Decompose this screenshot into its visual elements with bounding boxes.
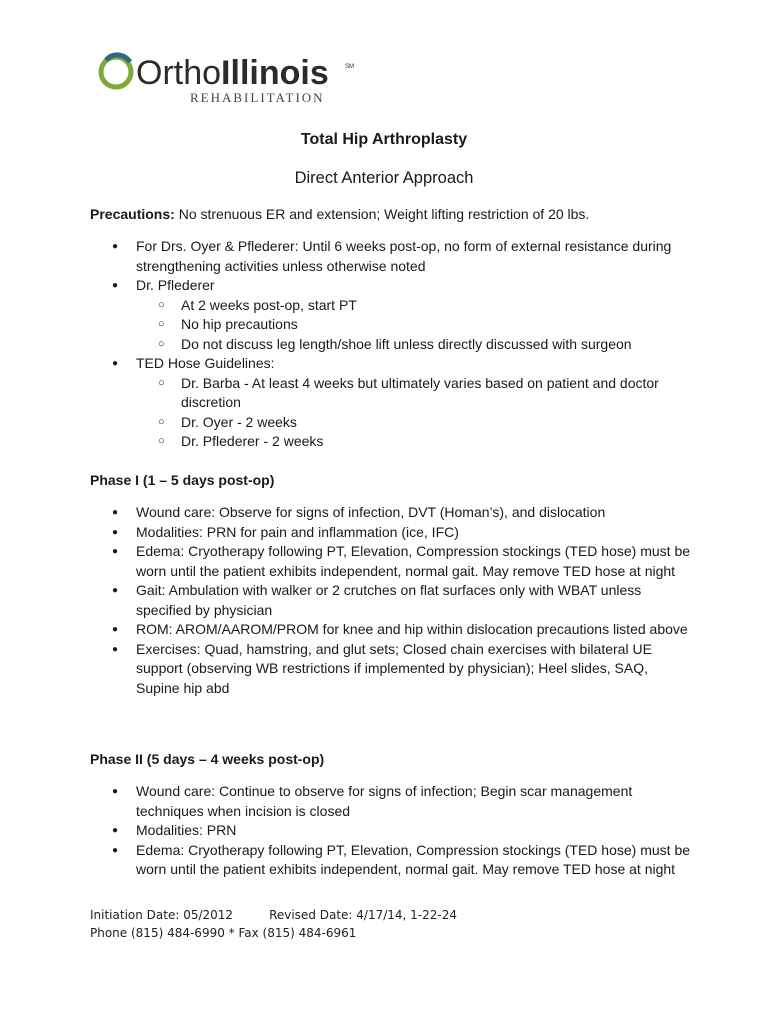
precautions-text: No strenuous ER and extension; Weight lifting restriction of 20 lbs. <box>174 206 590 222</box>
list-item: ● Gait: Ambulation with walker or 2 crutches on flat surfaces only with WBAT unless specified by physician <box>90 581 690 620</box>
sub-list-item: ○ Dr. Pflederer - 2 weeks <box>136 432 690 452</box>
sub-list-item: ○ At 2 weeks post-op, start PT <box>136 296 690 316</box>
document-title: Total Hip Arthroplasty <box>300 131 468 148</box>
list-item: ● Edema: Cryotherapy following PT, Elevation, Compression stockings (TED hose) must be worn until the patient exhibits independent, normal gait. May remove TED hose at night <box>90 841 690 880</box>
phase1-list <box>90 503 690 698</box>
sub-list-item: ○ Dr. Barba - At least 4 weeks but ultimately varies based on patient and doctor discretion <box>136 374 690 413</box>
logo-text-illinois: Illinois <box>221 54 329 92</box>
logo-text-ortho: Ortho <box>136 54 222 92</box>
precautions-list <box>90 237 690 452</box>
phase2-heading: Phase II (5 days – 4 weeks post-op) <box>90 751 325 767</box>
footer-contact: Phone (815) 484-6990 * Fax (815) 484-6961 <box>90 926 357 940</box>
list-item: ● TED Hose Guidelines: ○ Dr. Barba - At least 4 weeks but ultimately varies based on patient and doctor discretion ○ Dr. Oyer - 2 weeks ○ Dr. Pflederer - 2 weeks <box>90 354 690 452</box>
list-item: ● For Drs. Oyer & Pflederer: Until 6 weeks post-op, no form of external resistance during strengthening activities unless otherwise noted <box>90 237 690 276</box>
precautions-line <box>90 205 690 225</box>
precautions-label: Precautions: <box>90 206 175 222</box>
list-item: ● Wound care: Continue to observe for signs of infection; Begin scar management techniques when incision is closed <box>90 782 690 821</box>
list-item: ● Modalities: PRN for pain and inflammation (ice, IFC) <box>90 523 690 543</box>
footer-dates <box>90 908 457 922</box>
list-item: ● Edema: Cryotherapy following PT, Elevation, Compression stockings (TED hose) must be worn until the patient exhibits independent, normal gait. May remove TED hose at night <box>90 542 690 581</box>
orthoillinois-logo <box>96 48 366 108</box>
sub-list-item: ○ No hip precautions <box>136 315 690 335</box>
list-item: ● Exercises: Quad, hamstring, and glut sets; Closed chain exercises with bilateral UE support (observing WB restrictions if implemented by physician); Heel slides, SAQ, Supine hip abd <box>90 640 690 699</box>
svg-text:OrthoIllinois <box>136 54 329 92</box>
list-item: ● Modalities: PRN <box>90 821 690 841</box>
initiation-date: Initiation Date: 05/2012 <box>90 908 234 922</box>
list-item: ● Wound care: Observe for signs of infection, DVT (Homan’s), and dislocation <box>90 503 690 523</box>
list-item: ● Dr. Pflederer ○ At 2 weeks post-op, start PT ○ No hip precautions ○ Do not discuss leg length/shoe lift unless directly discussed with surgeon <box>90 276 690 354</box>
sub-list-item: ○ Dr. Oyer - 2 weeks <box>136 413 690 433</box>
sub-list-item: ○ Do not discuss leg length/shoe lift unless directly discussed with surgeon <box>136 335 690 355</box>
document-subtitle: Direct Anterior Approach <box>294 169 474 187</box>
logo-servicemark: SM <box>345 64 354 70</box>
phase1-heading: Phase I (1 – 5 days post-op) <box>90 472 275 488</box>
list-item: ● ROM: AROM/AAROM/PROM for knee and hip within dislocation precautions listed above <box>90 620 690 640</box>
logo-subtitle: REHABILITATION <box>190 90 325 105</box>
phase2-list <box>90 782 690 880</box>
revised-date: Revised Date: 4/17/14, 1-22-24 <box>269 908 458 922</box>
